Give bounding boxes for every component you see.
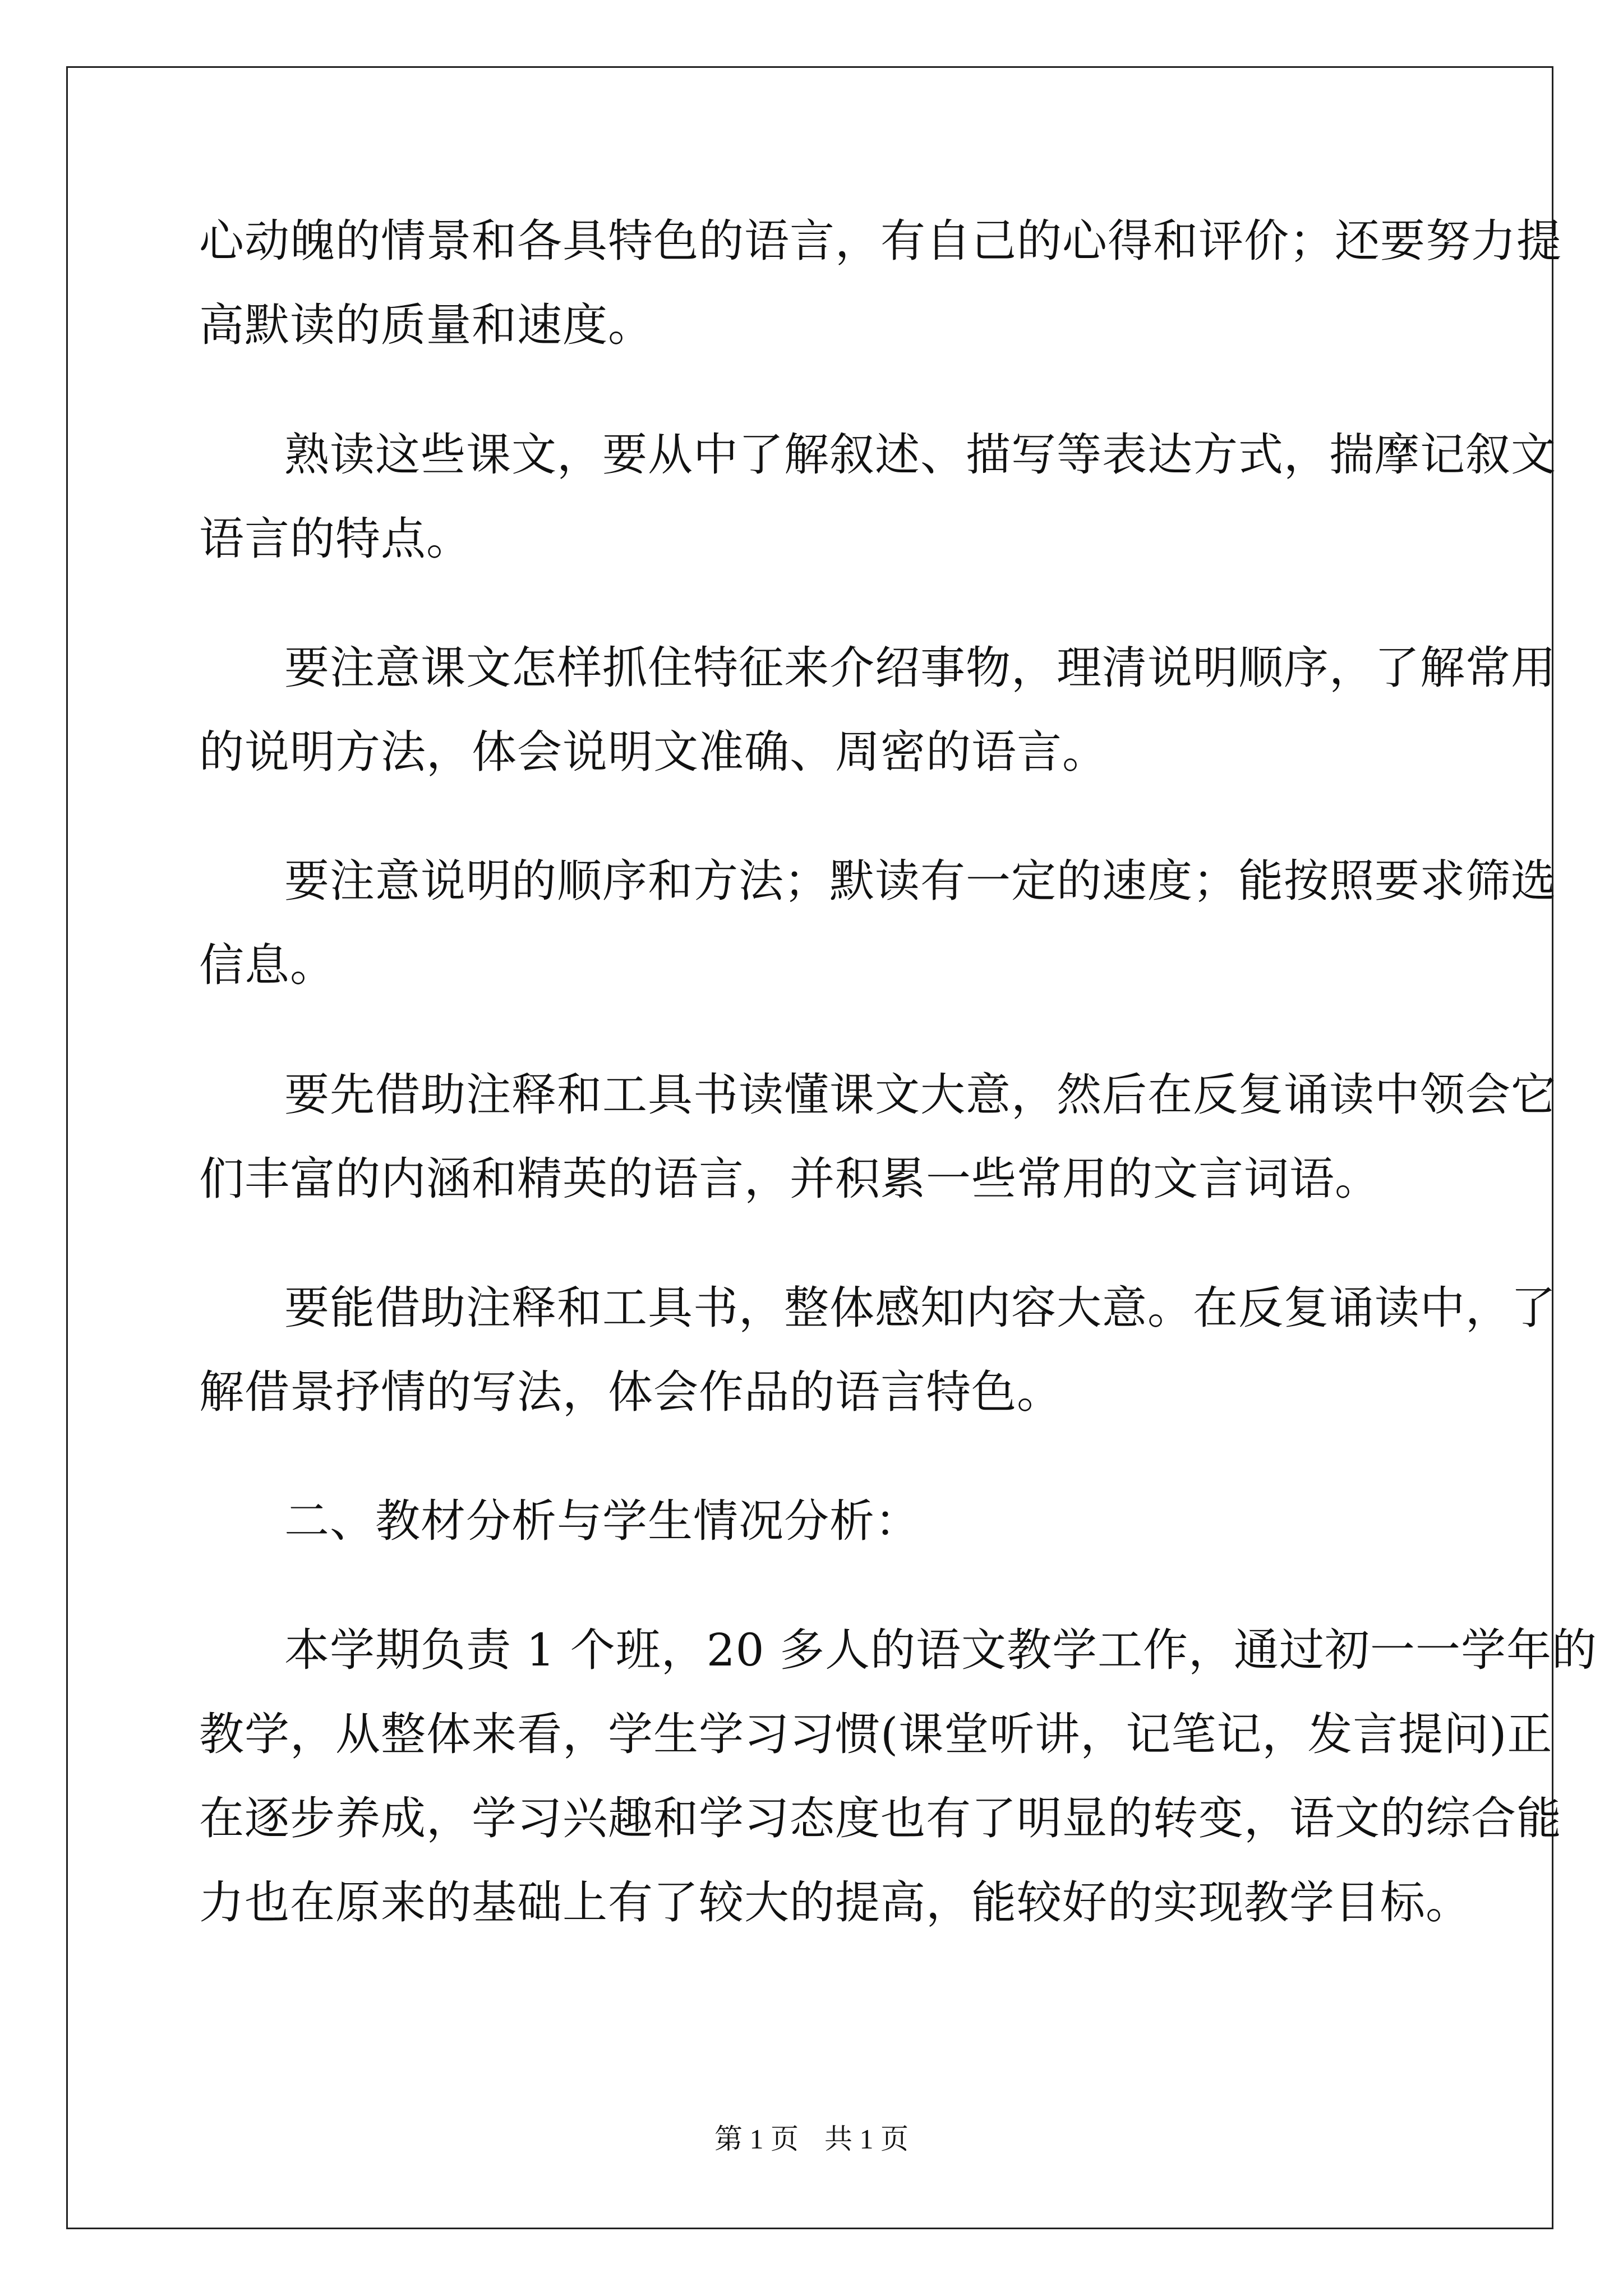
text-line: 力也在原来的基础上有了较大的提高，能较好的实现教学目标。 — [199, 1876, 1471, 1929]
text-line: 要注意说明的顺序和方法；默读有一定的速度；能按照要求筛选 — [284, 855, 1556, 907]
text-line: 要注意课文怎样抓住特征来介绍事物，理清说明顺序，了解常用 — [284, 642, 1556, 694]
page-footer — [0, 2122, 1623, 2156]
section-heading: 二、教材分析与学生情况分析： — [284, 1495, 920, 1547]
page-total: 共 1 页 — [824, 2123, 909, 2155]
text-line: 本学期负责 1 个班，20 多人的语文教学工作，通过初一一学年的 — [284, 1624, 1597, 1676]
text-line: 要先借助注释和工具书读懂课文大意，然后在反复诵读中领会它 — [284, 1069, 1556, 1121]
text-line: 熟读这些课文，要从中了解叙述、描写等表达方式，揣摩记叙文 — [284, 429, 1556, 481]
text-line: 要能借助注释和工具书，整体感知内容大意。在反复诵读中，了 — [284, 1282, 1556, 1334]
text-line: 高默读的质量和速度。 — [199, 299, 653, 351]
text-line: 的说明方法，体会说明文准确、周密的语言。 — [199, 726, 1108, 778]
text-line: 们丰富的内涵和精英的语言，并积累一些常用的文言词语。 — [199, 1153, 1380, 1205]
text-line: 教学，从整体来看，学生学习习惯(课堂听讲，记笔记，发言提问)正 — [199, 1708, 1553, 1760]
text-line: 心动魄的情景和各具特色的语言，有自己的心得和评价；还要努力提 — [199, 215, 1562, 267]
text-line: 在逐步养成，学习兴趣和学习态度也有了明显的转变，语文的综合能 — [199, 1792, 1562, 1844]
text-line: 信息。 — [199, 939, 335, 991]
text-line: 解借景抒情的写法，体会作品的语言特色。 — [199, 1366, 1062, 1418]
page-number: 第 1 页 — [714, 2123, 799, 2155]
text-line: 语言的特点。 — [199, 513, 472, 565]
